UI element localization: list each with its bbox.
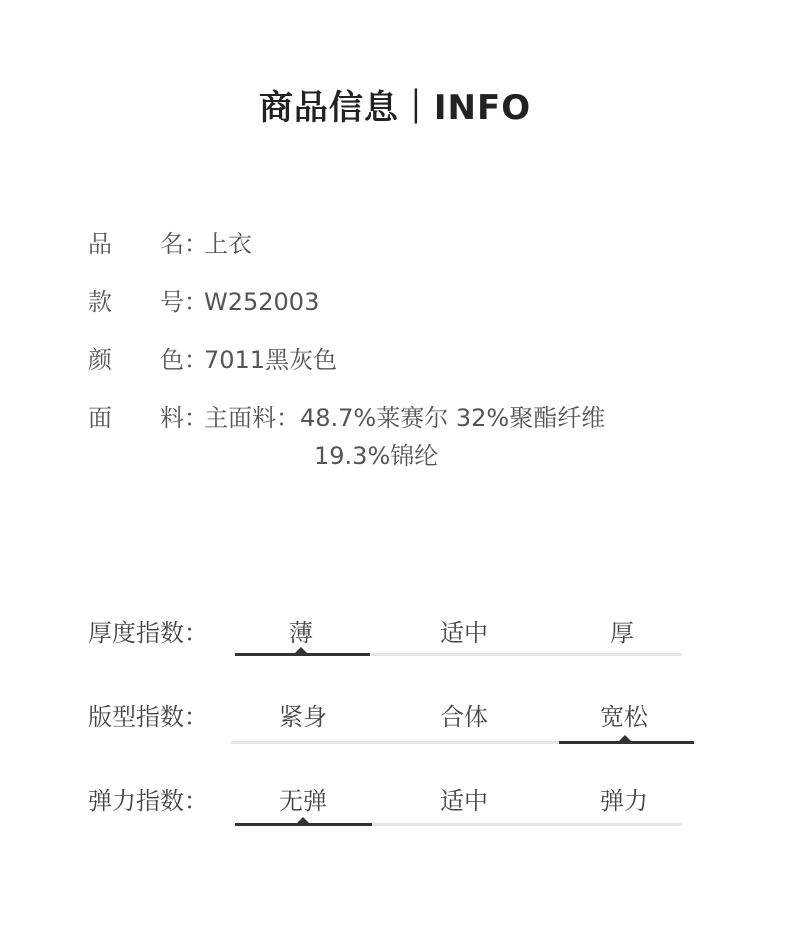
info-row-name — [88, 225, 605, 263]
active-segment — [235, 653, 370, 656]
option-regular: 合体 — [440, 703, 488, 731]
option-medium: 适中 — [440, 619, 488, 647]
option-thin: 薄 — [289, 619, 313, 647]
info-label — [88, 341, 184, 379]
info-row-fabric — [88, 399, 605, 475]
label-char: 品 — [88, 230, 112, 258]
fabric-value — [204, 399, 605, 475]
label-char: 名 — [160, 230, 184, 258]
option-no-stretch: 无弹 — [279, 787, 327, 815]
option-thick: 厚 — [610, 619, 634, 647]
product-info-list — [88, 225, 605, 495]
label-char: 号 — [160, 288, 184, 316]
active-segment — [559, 741, 694, 744]
pointer-icon — [295, 647, 307, 653]
index-label: 版型指数： — [88, 703, 208, 731]
active-segment — [235, 823, 372, 826]
info-row-color — [88, 341, 605, 379]
pointer-icon — [297, 817, 309, 823]
info-label — [88, 399, 184, 437]
pointer-icon — [619, 735, 631, 741]
index-label: 弹力指数： — [88, 787, 208, 815]
label-char: 面 — [88, 404, 112, 432]
option-loose: 宽松 — [600, 703, 648, 731]
colon: ： — [184, 346, 208, 374]
info-row-sku — [88, 283, 605, 321]
label-char: 款 — [88, 288, 112, 316]
label-char: 颜 — [88, 346, 112, 374]
option-slim: 紧身 — [279, 703, 327, 731]
fabric-line-1: 主面料：48.7%莱赛尔 32%聚酯纤维 — [204, 404, 606, 432]
colon: ： — [184, 230, 208, 258]
option-medium-stretch: 适中 — [440, 787, 488, 815]
fabric-line-2: 19.3%锦纶 — [314, 442, 439, 470]
page-title: 商品信息｜INFO — [258, 88, 532, 128]
color-value: 7011黑灰色 — [204, 346, 338, 374]
info-label — [88, 225, 184, 263]
index-label: 厚度指数： — [88, 619, 208, 647]
product-name-value: 上衣 — [204, 230, 252, 258]
colon: ： — [184, 404, 208, 432]
option-stretch: 弹力 — [600, 787, 648, 815]
label-char: 色 — [160, 346, 184, 374]
label-char: 料 — [160, 404, 184, 432]
sku-value: W252003 — [204, 288, 320, 316]
info-label — [88, 283, 184, 321]
colon: ： — [184, 288, 208, 316]
